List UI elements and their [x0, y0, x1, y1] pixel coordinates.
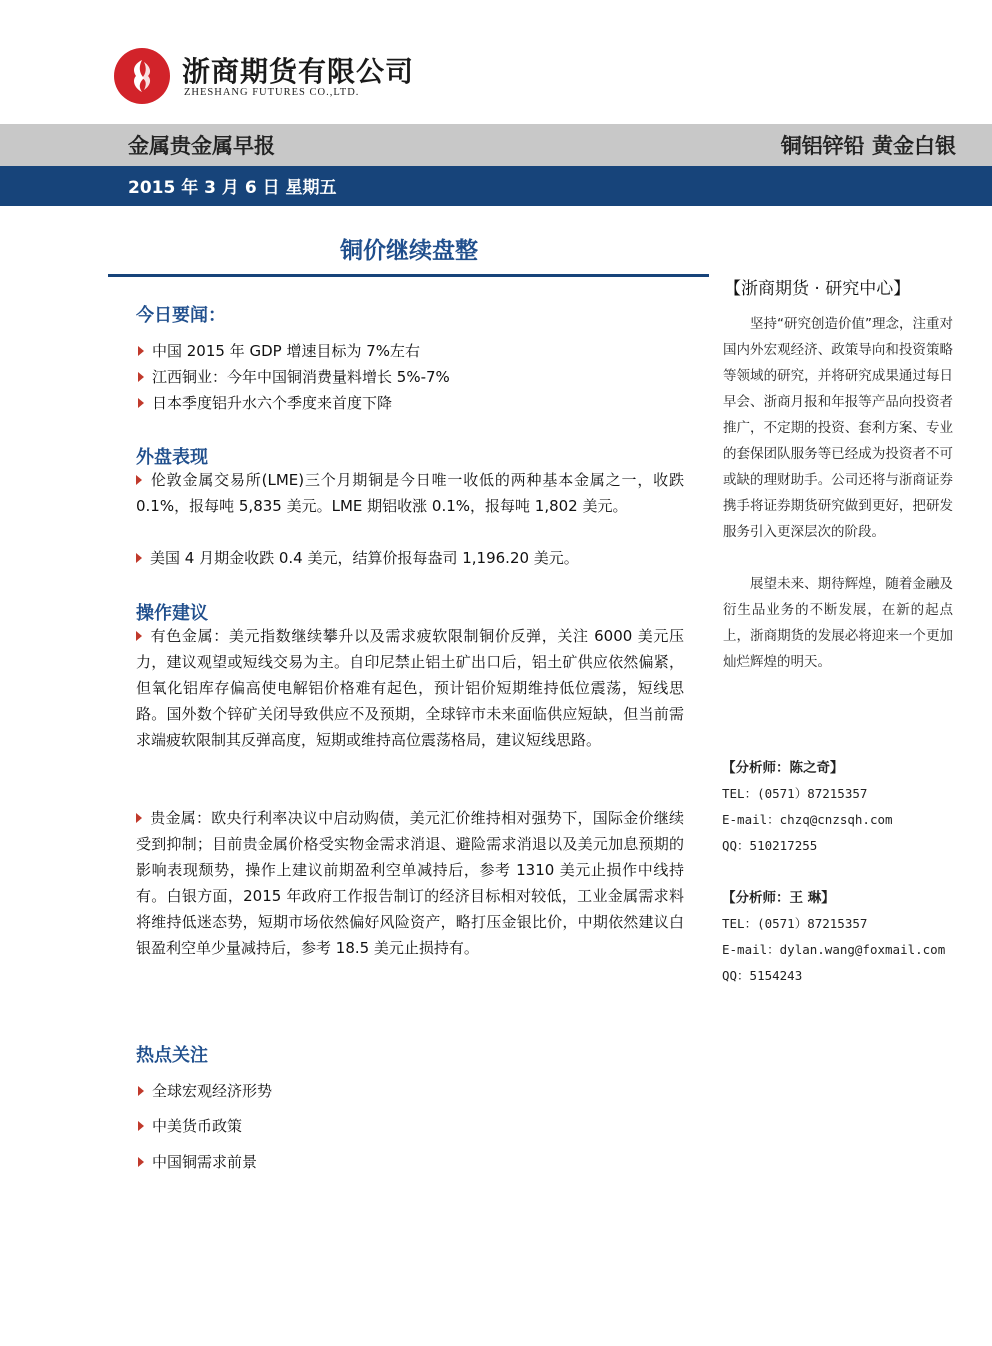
company-logo-icon — [114, 48, 170, 104]
bullet-arrow-icon — [138, 1157, 144, 1167]
bullet-arrow-icon — [136, 631, 142, 641]
analyst-qq: QQ：510217255 — [722, 838, 818, 853]
report-title: 金属贵金属早报 — [128, 134, 275, 158]
research-center-title: 【浙商期货 · 研究中心】 — [724, 279, 911, 299]
section-title-advice: 操作建议 — [136, 603, 208, 624]
analyst-name: 【分析师：王 琳】 — [722, 890, 835, 906]
analyst-email[interactable]: E-mail：dylan.wang@foxmail.com — [722, 942, 946, 957]
hotspot-item: 中国铜需求前景 — [138, 1151, 257, 1172]
advice-nonferrous: 有色金属：美元指数继续攀升以及需求疲软限制铜价反弹，关注 6000 美元压力，建议观望或短线交易为主。自印尼禁止铝土矿出口后，铝土矿供应依然偏紧，但氧化铝库存偏高使电解铝价格难有起色，预计铝价短期维持低位震荡，短线思路。国外数个锌矿关闭导致供应不及预期，全球锌市未来面临供应短缺，但当前需求端疲软限制其反弹高度，短期或维持高位震荡格局，建议短线思路。 — [136, 627, 684, 749]
bullet-arrow-icon — [138, 398, 144, 408]
news-item: 日本季度铝升水六个季度来首度下降 — [138, 392, 392, 413]
hotspot-item: 全球宏观经济形势 — [138, 1080, 272, 1101]
analyst-qq: QQ：5154243 — [722, 968, 803, 983]
bullet-arrow-icon — [138, 372, 144, 382]
overseas-item: 伦敦金属交易所(LME)三个月期铜是今日唯一收低的两种基本金属之一，收跌 0.1%，报每吨 5,835 美元。LME 期铝收涨 0.1%，报每吨 1,802 美元。 — [136, 471, 684, 515]
logo-emblem-icon — [128, 58, 156, 94]
company-name-en: ZHESHANG FUTURES CO.,LTD. — [184, 87, 360, 98]
report-date: 2015 年 3 月 6 日 星期五 — [128, 178, 337, 198]
report-topics: 铜铝锌铅 黄金白银 — [780, 134, 956, 158]
headline-divider — [108, 274, 709, 277]
bullet-arrow-icon — [138, 1086, 144, 1096]
news-item: 江西铜业：今年中国铜消费量料增长 5%-7% — [138, 366, 450, 387]
advice-precious: 贵金属：欧央行利率决议中启动购债，美元汇价维持相对强势下，国际金价继续受到抑制；目前贵金属价格受实物金需求消退、避险需求消退以及美元加息预期的影响表现颓势，操作上建议前期盈利空单减持后，参考 1310 美元止损作中线持有。白银方面，2015 年政府工作报告制订的经济目标相对较低，工业金属需求料将维持低迷态势，短期市场依然偏好风险资产，略打压金银比价，中期依然建议白银盈利空单少量减持后，参考 18.5 美元止损持有。 — [136, 809, 684, 957]
company-name-cn: 浙商期货有限公司 — [182, 55, 415, 88]
analyst-email[interactable]: E-mail：chzq@cnzsqh.com — [722, 812, 893, 827]
overseas-item: 美国 4 月期金收跌 0.4 美元，结算价报每盎司 1,196.20 美元。 — [136, 545, 684, 571]
hotspot-item: 中美货币政策 — [138, 1115, 242, 1136]
analyst-tel: TEL：(0571）87215357 — [722, 916, 868, 931]
sidebar-outlook: 展望未来、期待辉煌，随着金融及衍生品业务的不断发展，在新的起点上，浙商期货的发展必将迎来一个更加灿烂辉煌的明天。 — [723, 576, 953, 670]
analyst-name: 【分析师：陈之奇】 — [722, 760, 844, 776]
bullet-arrow-icon — [136, 553, 142, 563]
bullet-arrow-icon — [138, 1121, 144, 1131]
section-title-overseas: 外盘表现 — [136, 447, 208, 468]
bullet-arrow-icon — [136, 475, 142, 485]
headline: 铜价继续盘整 — [340, 238, 478, 264]
bullet-arrow-icon — [138, 346, 144, 356]
section-title-news: 今日要闻： — [136, 305, 226, 326]
news-item: 中国 2015 年 GDP 增速目标为 7%左右 — [138, 340, 420, 361]
sidebar-intro: 坚持“研究创造价值”理念，注重对国内外宏观经济、政策导向和投资策略等领域的研究，并将研究成果通过每日早会、浙商月报和年报等产品向投资者推广，不定期的投资、套利方案、专业的套保团队服务等已经成为投资者不可或缺的理财助手。公司还将与浙商证券携手将证券期货研究做到更好，把研发服务引入更深层次的阶段。 — [723, 316, 953, 540]
bullet-arrow-icon — [136, 813, 142, 823]
section-title-hotspots: 热点关注 — [136, 1045, 208, 1066]
analyst-tel: TEL：(0571）87215357 — [722, 786, 868, 801]
